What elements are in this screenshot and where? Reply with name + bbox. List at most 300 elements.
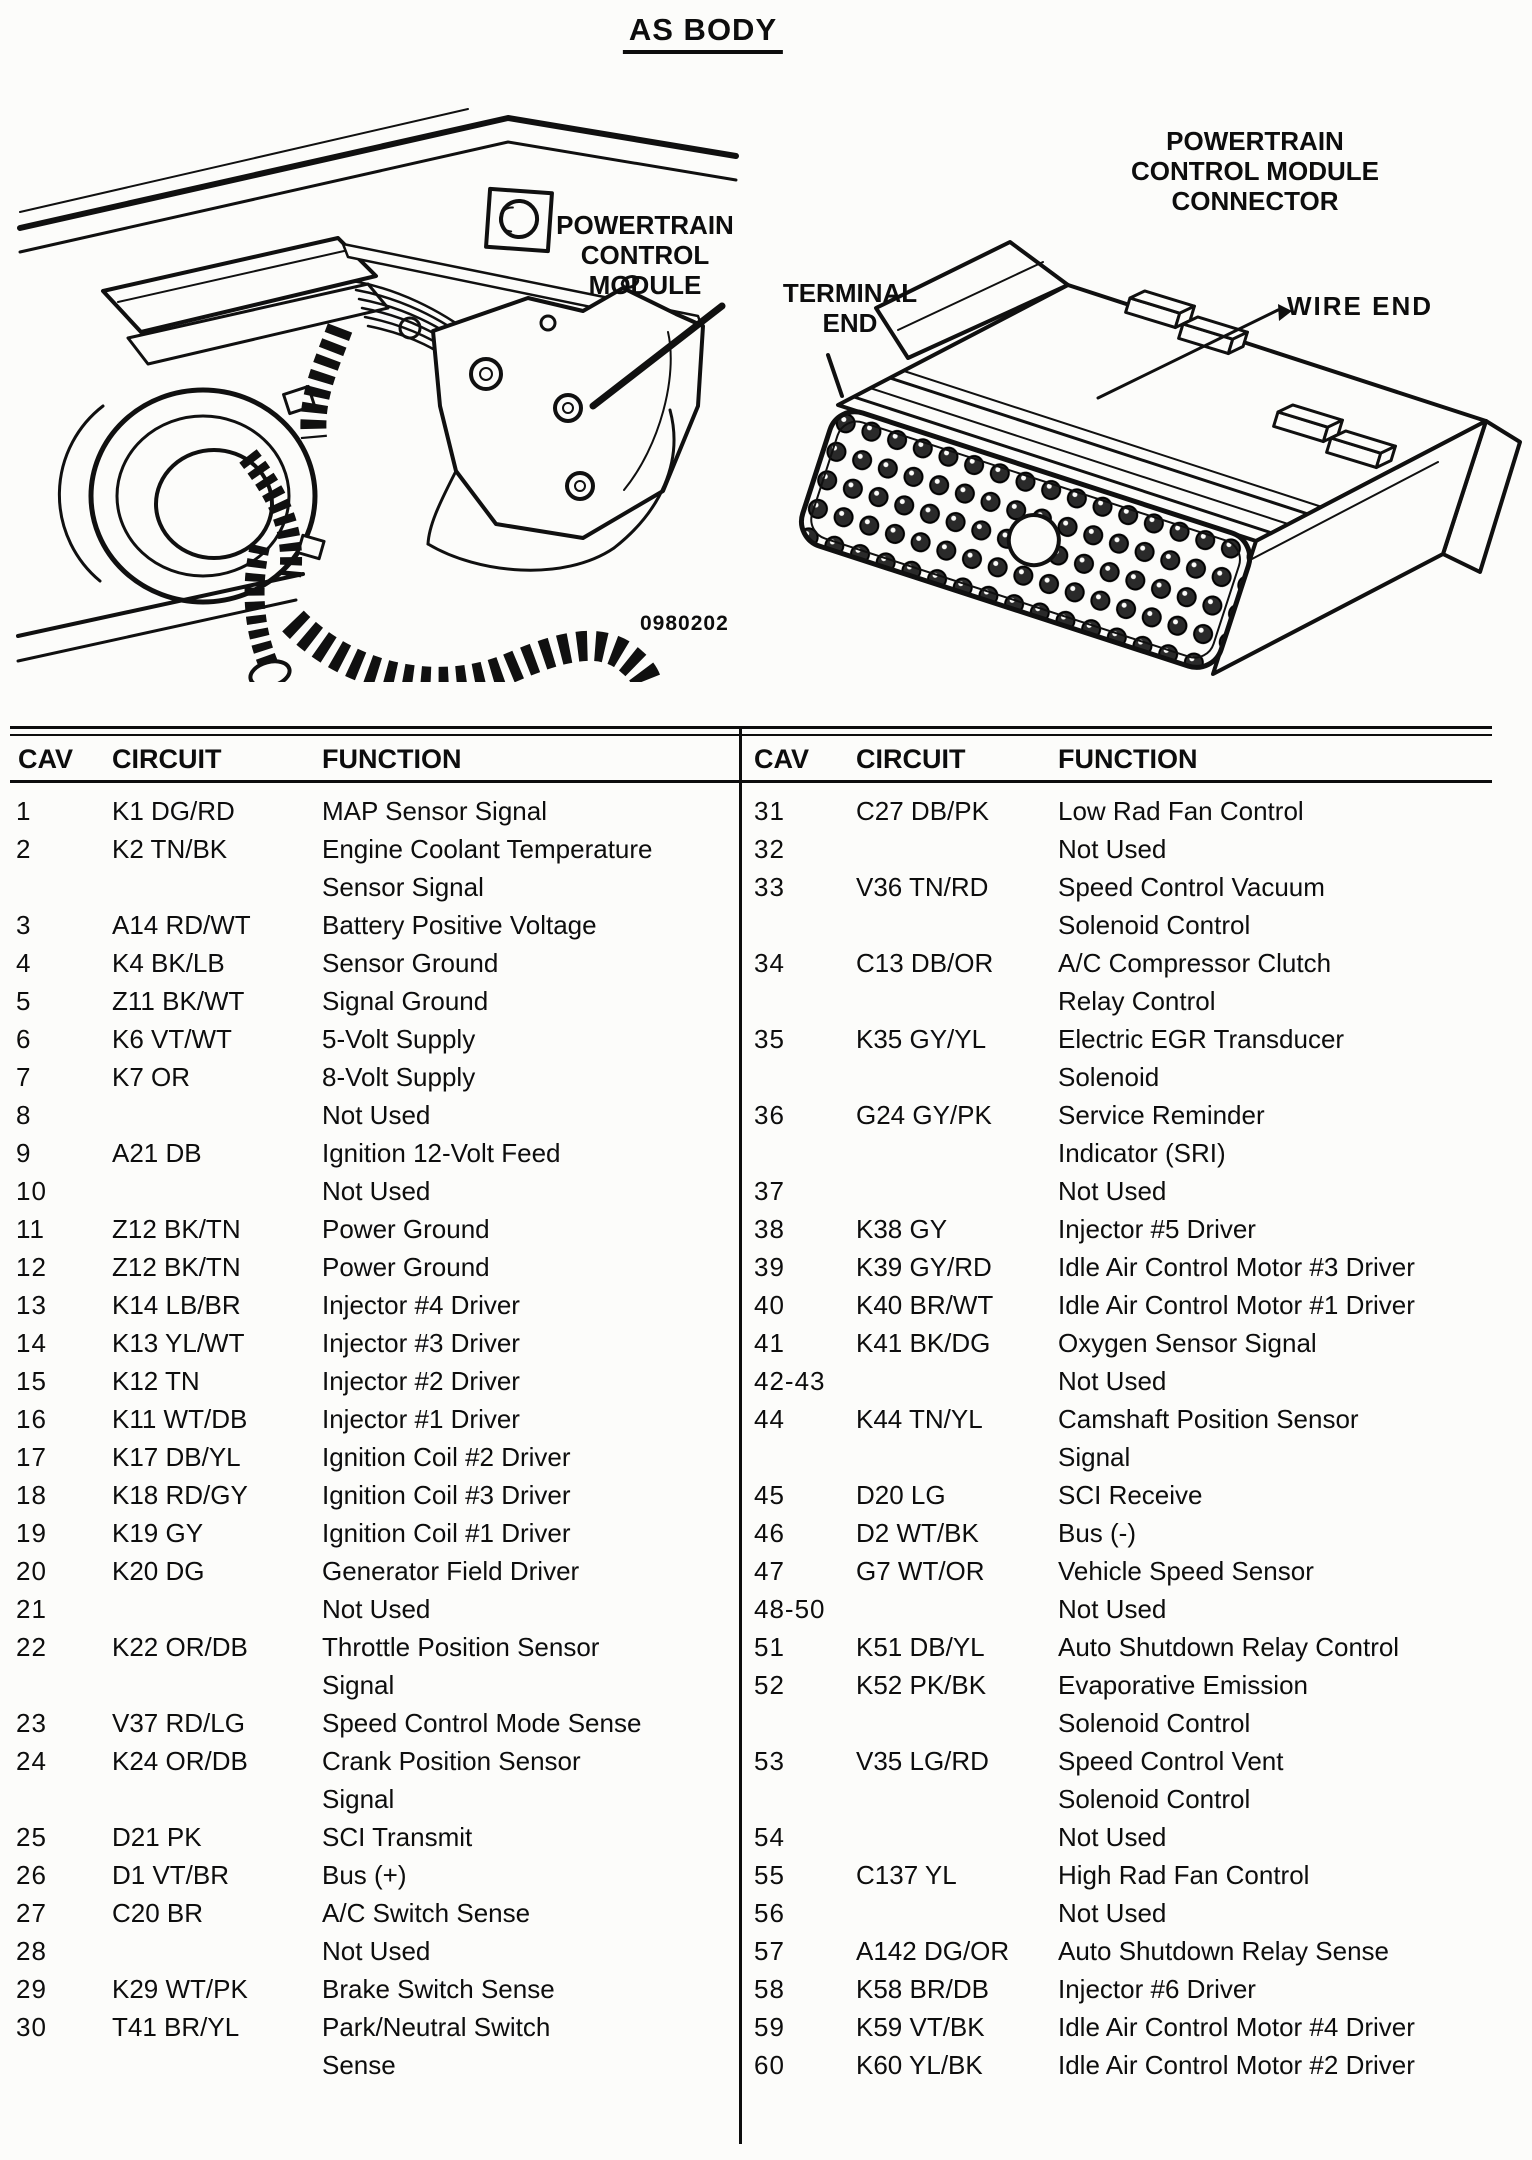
table-top-rule: [10, 726, 1492, 729]
table-row: [0, 1286, 740, 1324]
table-row: [742, 1856, 1532, 1894]
cav-value: 10: [16, 1176, 47, 1206]
table-row: [742, 1324, 1532, 1362]
circuit-value: G24 GY/PK: [856, 1100, 992, 1130]
cav-value: 56: [754, 1898, 785, 1928]
function-value: [322, 830, 740, 906]
cav-value: 8: [16, 1100, 32, 1130]
table-header-rule: [10, 780, 1492, 783]
cav-value: 24: [16, 1746, 47, 1776]
header-circuit-left: CIRCUIT: [112, 744, 222, 774]
function-line: Crank Position Sensor: [322, 1746, 581, 1776]
cav-value: 7: [16, 1062, 32, 1092]
function-value: [1058, 1476, 1532, 1514]
table-row: [0, 1096, 740, 1134]
function-value: [322, 1818, 740, 1856]
function-value: [322, 1286, 740, 1324]
header-function-left: FUNCTION: [322, 744, 462, 774]
function-value: [322, 906, 740, 944]
table-row: [0, 1362, 740, 1400]
cav-value: 19: [16, 1518, 47, 1548]
function-line: Bus (-): [1058, 1518, 1136, 1548]
table-row: [0, 1400, 740, 1438]
function-line: Auto Shutdown Relay Sense: [1058, 1936, 1389, 1966]
function-value: [1058, 2046, 1532, 2084]
header-function-right: FUNCTION: [1058, 744, 1198, 774]
function-value: [322, 1856, 740, 1894]
table-row: [742, 944, 1532, 1020]
table-row: [742, 1400, 1532, 1476]
table-row: [0, 1856, 740, 1894]
table-row: [0, 1552, 740, 1590]
circuit-value: K22 OR/DB: [112, 1632, 248, 1662]
cav-value: 6: [16, 1024, 32, 1054]
function-line: Speed Control Vent: [1058, 1746, 1284, 1776]
function-line: Battery Positive Voltage: [322, 910, 597, 940]
function-value: [322, 1362, 740, 1400]
cav-value: 30: [16, 2012, 47, 2042]
cav-value: 31: [754, 796, 785, 826]
table-row: [0, 1020, 740, 1058]
function-value: [322, 1438, 740, 1476]
circuit-value: K20 DG: [112, 1556, 205, 1586]
cav-value: 46: [754, 1518, 785, 1548]
circuit-value: K12 TN: [112, 1366, 200, 1396]
function-line: Ignition Coil #3 Driver: [322, 1480, 571, 1510]
table-row: [0, 906, 740, 944]
table-row: [742, 1742, 1532, 1818]
table-row: [0, 1704, 740, 1742]
circuit-value: K17 DB/YL: [112, 1442, 241, 1472]
header-cav-left: CAV: [18, 744, 74, 774]
cav-value: 29: [16, 1974, 47, 2004]
circuit-value: K4 BK/LB: [112, 948, 225, 978]
table-row: [742, 1476, 1532, 1514]
circuit-value: K40 BR/WT: [856, 1290, 994, 1320]
function-value: [1058, 1514, 1532, 1552]
function-line: Ignition Coil #1 Driver: [322, 1518, 571, 1548]
cav-value: 17: [16, 1442, 47, 1472]
circuit-value: K41 BK/DG: [856, 1328, 991, 1358]
function-line: MAP Sensor Signal: [322, 796, 547, 826]
circuit-value: K2 TN/BK: [112, 834, 228, 864]
table-row: [0, 1248, 740, 1286]
function-line: Not Used: [322, 1936, 431, 1966]
function-value: [1058, 1096, 1532, 1172]
table-row: [0, 944, 740, 982]
table-row: [0, 1476, 740, 1514]
function-line: Speed Control Vacuum: [1058, 872, 1325, 902]
function-value: [322, 1058, 740, 1096]
table-row: [742, 1932, 1532, 1970]
circuit-value: K39 GY/RD: [856, 1252, 992, 1282]
function-value: [1058, 792, 1532, 830]
function-value: [1058, 1742, 1532, 1818]
circuit-value: K7 OR: [112, 1062, 191, 1092]
cav-value: 9: [16, 1138, 32, 1168]
table-top-rule-2: [10, 734, 1492, 736]
cav-value: 42-43: [754, 1366, 826, 1396]
cav-value: 26: [16, 1860, 47, 1890]
function-value: [1058, 1590, 1532, 1628]
circuit-value: C137 YL: [856, 1860, 957, 1890]
table-row: [742, 1628, 1532, 1666]
cav-value: 36: [754, 1100, 785, 1130]
cav-value: 18: [16, 1480, 47, 1510]
table-row: [742, 1818, 1532, 1856]
table-row: [0, 1590, 740, 1628]
function-value: [1058, 1894, 1532, 1932]
function-line: Idle Air Control Motor #4 Driver: [1058, 2012, 1415, 2042]
function-line: Ignition 12-Volt Feed: [322, 1138, 561, 1168]
function-line: Signal: [322, 1784, 395, 1814]
function-line: Bus (+): [322, 1860, 407, 1890]
function-value: [322, 1400, 740, 1438]
page-title: AS BODY: [623, 12, 783, 54]
function-line: SCI Receive: [1058, 1480, 1203, 1510]
function-value: [1058, 1932, 1532, 1970]
table-row: [0, 1210, 740, 1248]
function-line: A/C Switch Sense: [322, 1898, 531, 1928]
function-line: Evaporative Emission: [1058, 1670, 1308, 1700]
table-row: [742, 1514, 1532, 1552]
function-line: Not Used: [1058, 834, 1167, 864]
pcm-label-line: POWERTRAIN: [556, 210, 734, 240]
cav-value: 53: [754, 1746, 785, 1776]
function-line: Injector #4 Driver: [322, 1290, 520, 1320]
function-line: Camshaft Position Sensor: [1058, 1404, 1359, 1434]
function-value: [322, 792, 740, 830]
cav-value: 47: [754, 1556, 785, 1586]
circuit-value: C13 DB/OR: [856, 948, 994, 978]
pcm-label-line: CONTROL: [580, 240, 710, 270]
function-line: Brake Switch Sense: [322, 1974, 555, 2004]
circuit-value: G7 WT/OR: [856, 1556, 985, 1586]
circuit-value: K13 YL/WT: [112, 1328, 245, 1358]
cav-value: 38: [754, 1214, 785, 1244]
function-line: Not Used: [322, 1594, 431, 1624]
pinout-table-left: [0, 792, 740, 2084]
function-value: [1058, 1628, 1532, 1666]
circuit-value: K60 YL/BK: [856, 2050, 983, 2080]
header-cav-right: CAV: [754, 744, 810, 774]
table-row: [742, 1362, 1532, 1400]
function-value: [322, 1210, 740, 1248]
circuit-value: Z11 BK/WT: [112, 986, 245, 1016]
cav-value: 48-50: [754, 1594, 826, 1624]
table-row: [742, 1590, 1532, 1628]
circuit-value: K59 VT/BK: [856, 2012, 985, 2042]
cav-value: 39: [754, 1252, 785, 1282]
function-line: Injector #2 Driver: [322, 1366, 520, 1396]
pcm-label: [555, 210, 735, 300]
function-line: Not Used: [322, 1176, 431, 1206]
cav-value: 45: [754, 1480, 785, 1510]
function-value: [1058, 830, 1532, 868]
function-value: [1058, 1666, 1532, 1742]
function-value: [1058, 1020, 1532, 1096]
figure-number: 0980202: [640, 612, 729, 635]
circuit-value: D21 PK: [112, 1822, 202, 1852]
table-row: [0, 1628, 740, 1704]
cav-value: 32: [754, 834, 785, 864]
cav-value: 15: [16, 1366, 47, 1396]
cav-value: 11: [16, 1214, 45, 1244]
cav-value: 52: [754, 1670, 785, 1700]
function-value: [322, 982, 740, 1020]
circuit-value: A142 DG/OR: [856, 1936, 1010, 1966]
function-value: [1058, 944, 1532, 1020]
cav-value: 54: [754, 1822, 785, 1852]
table-row: [742, 1894, 1532, 1932]
table-row: [742, 1172, 1532, 1210]
function-line: Sensor Signal: [322, 872, 484, 902]
function-line: Oxygen Sensor Signal: [1058, 1328, 1317, 1358]
function-line: Solenoid Control: [1058, 910, 1251, 940]
connector-title-line: CONTROL MODULE: [1131, 156, 1379, 186]
function-value: [1058, 1970, 1532, 2008]
table-row: [742, 1552, 1532, 1590]
function-line: Throttle Position Sensor: [322, 1632, 600, 1662]
table-row: [742, 1248, 1532, 1286]
cav-value: 23: [16, 1708, 47, 1738]
function-line: Electric EGR Transducer: [1058, 1024, 1345, 1054]
table-row: [742, 1210, 1532, 1248]
circuit-value: K11 WT/DB: [112, 1404, 248, 1434]
table-row: [0, 830, 740, 906]
function-value: [322, 1172, 740, 1210]
table-row: [742, 2046, 1532, 2084]
cav-value: 60: [754, 2050, 785, 2080]
function-value: [1058, 1172, 1532, 1210]
function-value: [1058, 1400, 1532, 1476]
function-value: [322, 1590, 740, 1628]
function-value: [322, 1134, 740, 1172]
table-row: [742, 1970, 1532, 2008]
function-value: [1058, 868, 1532, 944]
cav-value: 16: [16, 1404, 47, 1434]
function-value: [322, 1932, 740, 1970]
table-row: [0, 792, 740, 830]
circuit-value: K24 OR/DB: [112, 1746, 248, 1776]
circuit-value: K35 GY/YL: [856, 1024, 987, 1054]
cav-value: 3: [16, 910, 32, 940]
header-circuit-right: CIRCUIT: [856, 744, 966, 774]
function-value: [322, 1552, 740, 1590]
cav-value: 25: [16, 1822, 47, 1852]
function-line: Speed Control Mode Sense: [322, 1708, 642, 1738]
cav-value: 4: [16, 948, 32, 978]
function-line: SCI Transmit: [322, 1822, 473, 1852]
function-value: [1058, 1818, 1532, 1856]
cav-value: 57: [754, 1936, 785, 1966]
table-row: [742, 1666, 1532, 1742]
function-line: Solenoid Control: [1058, 1708, 1251, 1738]
cav-value: 37: [754, 1176, 785, 1206]
cav-value: 13: [16, 1290, 47, 1320]
function-line: 5-Volt Supply: [322, 1024, 476, 1054]
function-value: [1058, 1324, 1532, 1362]
function-line: Injector #5 Driver: [1058, 1214, 1256, 1244]
function-value: [322, 1628, 740, 1704]
table-row: [742, 830, 1532, 868]
function-value: [322, 1894, 740, 1932]
connector-title: [1120, 126, 1390, 216]
circuit-value: V36 TN/RD: [856, 872, 989, 902]
function-line: 8-Volt Supply: [322, 1062, 476, 1092]
circuit-value: K6 VT/WT: [112, 1024, 232, 1054]
function-value: [322, 1096, 740, 1134]
table-row: [0, 1894, 740, 1932]
function-value: [1058, 1552, 1532, 1590]
table-row: [742, 792, 1532, 830]
table-row: [0, 1172, 740, 1210]
function-value: [1058, 1362, 1532, 1400]
pcm-connector-illustration: [758, 180, 1532, 682]
circuit-value: V35 LG/RD: [856, 1746, 989, 1776]
function-line: Vehicle Speed Sensor: [1058, 1556, 1314, 1586]
function-line: Generator Field Driver: [322, 1556, 580, 1586]
cav-value: 14: [16, 1328, 47, 1358]
connector-title-line: CONNECTOR: [1171, 186, 1339, 216]
table-row: [0, 1932, 740, 1970]
function-value: [322, 1514, 740, 1552]
table-row: [0, 1970, 740, 2008]
circuit-value: K18 RD/GY: [112, 1480, 248, 1510]
function-line: High Rad Fan Control: [1058, 1860, 1310, 1890]
function-line: Sensor Ground: [322, 948, 499, 978]
connector-title-line: POWERTRAIN: [1166, 126, 1344, 156]
table-row: [0, 1818, 740, 1856]
function-value: [322, 1704, 740, 1742]
circuit-value: K14 LB/BR: [112, 1290, 241, 1320]
circuit-value: D20 LG: [856, 1480, 946, 1510]
function-line: A/C Compressor Clutch: [1058, 948, 1332, 978]
circuit-value: V37 RD/LG: [112, 1708, 245, 1738]
function-line: Not Used: [1058, 1366, 1167, 1396]
function-line: Injector #6 Driver: [1058, 1974, 1256, 2004]
cav-value: 55: [754, 1860, 785, 1890]
function-value: [322, 1248, 740, 1286]
function-line: Engine Coolant Temperature: [322, 834, 653, 864]
circuit-value: K52 PK/BK: [856, 1670, 987, 1700]
circuit-value: A21 DB: [112, 1138, 202, 1168]
cav-value: 5: [16, 986, 32, 1016]
table-row: [0, 2008, 740, 2084]
function-value: [1058, 2008, 1532, 2046]
table-row: [0, 1324, 740, 1362]
pinout-table-right: [742, 792, 1532, 2084]
function-line: Power Ground: [322, 1214, 490, 1244]
function-line: Idle Air Control Motor #1 Driver: [1058, 1290, 1415, 1320]
circuit-value: K58 BR/DB: [856, 1974, 989, 2004]
function-line: Low Rad Fan Control: [1058, 796, 1304, 826]
table-row: [742, 1286, 1532, 1324]
circuit-value: K1 DG/RD: [112, 796, 235, 826]
function-line: Not Used: [1058, 1176, 1167, 1206]
function-value: [322, 1970, 740, 2008]
cav-value: 20: [16, 1556, 47, 1586]
cav-value: 2: [16, 834, 32, 864]
table-row: [0, 982, 740, 1020]
function-line: Power Ground: [322, 1252, 490, 1282]
function-value: [322, 1324, 740, 1362]
wire-end-label: WIRE END: [1287, 291, 1433, 321]
cav-value: 44: [754, 1404, 785, 1434]
function-line: Not Used: [322, 1100, 431, 1130]
function-line: Signal Ground: [322, 986, 489, 1016]
circuit-value: D1 VT/BR: [112, 1860, 230, 1890]
function-line: Solenoid Control: [1058, 1784, 1251, 1814]
table-row: [0, 1742, 740, 1818]
function-line: Sense: [322, 2050, 396, 2080]
circuit-value: A14 RD/WT: [112, 910, 251, 940]
table-row: [0, 1438, 740, 1476]
function-line: Signal: [322, 1670, 395, 1700]
cav-value: 1: [16, 796, 32, 826]
function-line: Not Used: [1058, 1898, 1167, 1928]
circuit-value: Z12 BK/TN: [112, 1252, 241, 1282]
cav-value: 59: [754, 2012, 785, 2042]
table-row: [0, 1514, 740, 1552]
function-value: [1058, 1856, 1532, 1894]
terminal-end-label: [760, 278, 940, 338]
cav-value: 41: [754, 1328, 785, 1358]
cav-value: 21: [16, 1594, 47, 1624]
function-line: Not Used: [1058, 1594, 1167, 1624]
circuit-value: K19 GY: [112, 1518, 204, 1548]
circuit-value: D2 WT/BK: [856, 1518, 979, 1548]
table-row: [0, 1134, 740, 1172]
function-line: Solenoid: [1058, 1062, 1160, 1092]
function-line: Injector #1 Driver: [322, 1404, 520, 1434]
cav-value: 35: [754, 1024, 785, 1054]
circuit-value: T41 BR/YL: [112, 2012, 240, 2042]
function-line: Not Used: [1058, 1822, 1167, 1852]
table-row: [742, 868, 1532, 944]
table-row: [742, 1096, 1532, 1172]
function-line: Park/Neutral Switch: [322, 2012, 551, 2042]
function-line: Indicator (SRI): [1058, 1138, 1226, 1168]
circuit-value: K29 WT/PK: [112, 1974, 248, 2004]
cav-value: 40: [754, 1290, 785, 1320]
table-row: [742, 1020, 1532, 1096]
cav-value: 51: [754, 1632, 785, 1662]
terminal-end-line: TERMINAL: [782, 278, 918, 308]
function-value: [1058, 1210, 1532, 1248]
engine-bay-illustration: [8, 76, 742, 682]
cav-value: 34: [754, 948, 785, 978]
cav-value: 27: [16, 1898, 47, 1928]
table-row: [742, 2008, 1532, 2046]
circuit-value: C27 DB/PK: [856, 796, 989, 826]
function-line: Relay Control: [1058, 986, 1216, 1016]
terminal-end-line: END: [822, 308, 878, 338]
function-value: [322, 944, 740, 982]
function-value: [322, 2008, 740, 2084]
circuit-value: K44 TN/YL: [856, 1404, 983, 1434]
function-value: [1058, 1286, 1532, 1324]
cav-value: 33: [754, 872, 785, 902]
function-line: Signal: [1058, 1442, 1131, 1472]
function-line: Auto Shutdown Relay Control: [1058, 1632, 1400, 1662]
cav-value: 22: [16, 1632, 47, 1662]
circuit-value: Z12 BK/TN: [112, 1214, 241, 1244]
function-line: Service Reminder: [1058, 1100, 1265, 1130]
cav-value: 58: [754, 1974, 785, 2004]
function-line: Injector #3 Driver: [322, 1328, 520, 1358]
function-line: Idle Air Control Motor #2 Driver: [1058, 2050, 1415, 2080]
